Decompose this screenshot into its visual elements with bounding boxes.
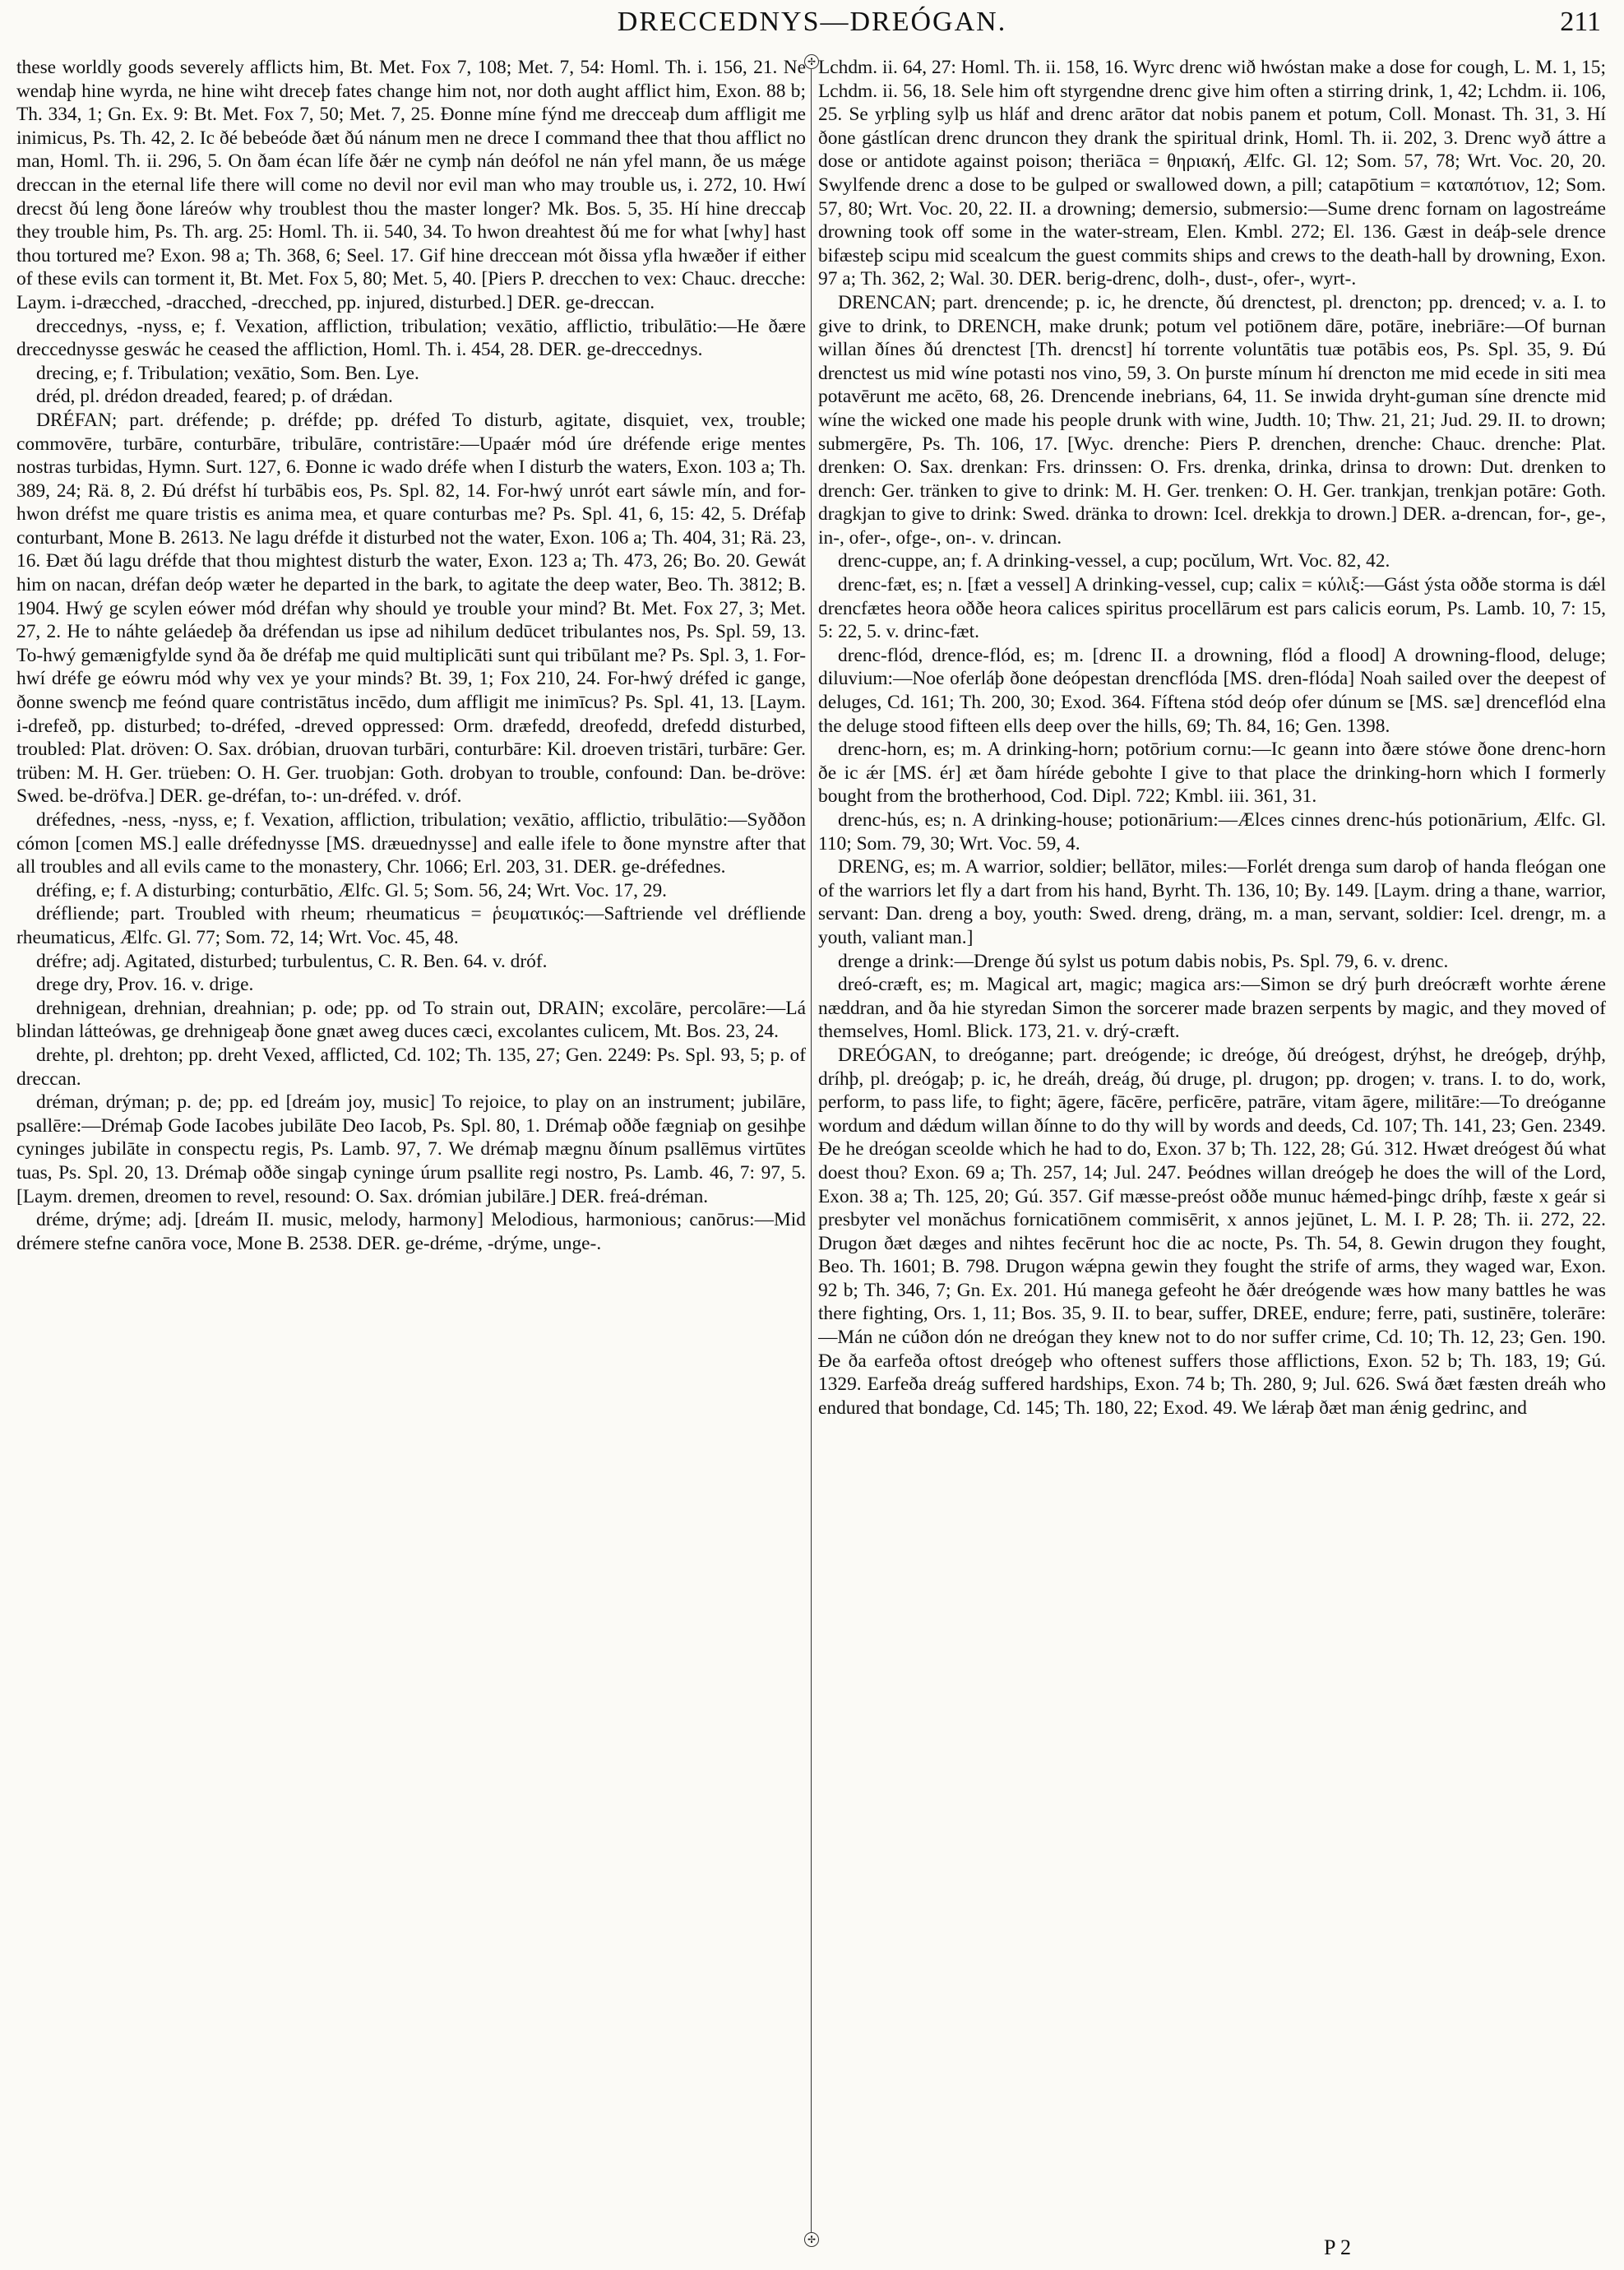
divider-ornament-top: ✢	[804, 54, 819, 69]
entry-right-2: drenc-cuppe, an; f. A drinking-vessel, a cup; pocŭlum, Wrt. Voc. 82, 42.	[838, 550, 1390, 572]
page-number: 211	[1560, 7, 1601, 37]
page-title: DRECCEDNYS—DREÓGAN.	[617, 7, 1007, 37]
entry-left-8: dréfre; adj. Agitated, disturbed; turbulentus, C. R. Ben. 64. v. dróf.	[36, 950, 548, 972]
entry-left-3: dréd, pl. drédon dreaded, feared; p. of drǽdan.	[36, 386, 393, 408]
entry-right-4: drenc-flód, drence-flód, es; m. [drenc II. a drowning, flód a flood] A drowning-flood, deluge; diluvium:—Noe oferláþ ðone deópestan drencflóda [MS. dren-flóda] Noah sailed over the deepest of deluges, Cd. 161; Th. 200, 30; Exod. 364. Fíftena stód deóp ofer dúnum se [MS. sæ] drenceflód elna the deluge stood fifteen ells deep over the hills, 69; Th. 84, 16; Gen. 1398.	[818, 644, 1606, 737]
entry-left-9: drege dry, Prov. 16. v. drige.	[36, 974, 254, 996]
entry-left-6: dréfing, e; f. A disturbing; conturbātio, Ælfc. Gl. 5; Som. 56, 24; Wrt. Voc. 17, 29.	[36, 879, 667, 901]
entry-right-7: DRENG, es; m. A warrior, soldier; bellātor, miles:—Forlét drenga sum daroþ of handa fleógan one of the warriors let fly a dart from his hand, Byrht. Th. 136, 10; By. 149. [Laym. dring a thane, warrior, servant: Dan. dreng a boy, youth: Swed. dreng, dräng, m. a man, servant, soldier: Icel. drengr, m. a youth, valiant man.]	[818, 856, 1606, 948]
entry-right-10: DREÓGAN, to dreóganne; part. dreógende; ic dreóge, ðú dreógest, drýhst, he dreógeþ, drýhþ, dríhþ, pl. dreógaþ; p. ic, he dreáh, dreág, ðú druge, pl. drugon; pp. drogen; v. trans. I. to do, work, perform, to pass life, to fight; āgere, fācēre, perficēre, patrāre, vitam āgere, militāre:—To dreóganne wordum and dǽdum willan ðínne to do thy will by words and deeds, Cd. 107; Th. 141, 23; Gen. 2349. Ðe he dreógan sceolde which he had to do, Exon. 37 b; Th. 122, 28; Gú. 312. Hwæt dreógest ðú what doest thou? Exon. 69 a; Th. 257, 14; Jul. 247. Þeódnes willan dreógeþ he does the will of the Lord, Exon. 38 a; Th. 125, 20; Gú. 357. Gif mæsse-preóst oððe munuc hǽmed-þingc dríhþ, fæste x geár si presbyter vel monăchus fornicatiōnem commisērit, x annos jejūnet, L. M. I. P. 28; Th. ii. 272, 22. Drugon ðæt dæges and nihtes fecērunt hoc die ac nocte, Ps. Th. 54, 8. Gewin drugon they fought, Beo. Th. 1601; B. 798. Drugon wǽpna gewin they fought the strife of arms, they waged war, Exon. 92 b; Th. 346, 7; Gn. Ex. 201. Hú manega gefeoht he ðǽr dreógende wæs how many battles he was there fighting, Ors. 1, 11; Bos. 35, 9. II. to bear, suffer, DREE, endure; ferre, pati, sustinēre, tolerāre:—Mán ne cúðon dón ne dreógan they knew not to do nor suffer crime, Cd. 10; Th. 12, 23; Gen. 190. Ðe ða earfeða oftost dreógeþ who oftenest suffers those afflictions, Exon. 52 b; Th. 183, 19; Gú. 1329. Earfeða dreág suffered hardships, Exon. 74 b; Th. 280, 9; Jul. 626. Swá ðæt fæsten dreáh who endured that bondage, Cd. 145; Th. 180, 22; Exod. 49. We lǽraþ ðæt man ǽnig gedrinc, and	[818, 1044, 1606, 1419]
entry-left-4: DRÉFAN; part. dréfende; p. dréfde; pp. dréfed To disturb, agitate, disquiet, vex, trouble; commovēre, turbāre, conturbāre, tribulāre, contristāre:—Upaǽr mód úre dréfende erige mentes nostras turbidas, Hymn. Surt. 127, 6. Ðonne ic wado dréfe when I disturb the waters, Exon. 103 a; Th. 389, 24; Rä. 8, 2. Ðú dréfst hí turbābis eos, Ps. Spl. 82, 14. For-hwý unrót eart sáwle mín, and for-hwon dréfst me quare tristis es anima mea, et quare conturbas me? Ps. Spl. 41, 6, 15: 42, 5. Dréfaþ conturbant, Mone B. 2613. Ne lagu dréfde it disturbed not the water, Exon. 106 a; Th. 404, 31; Rä. 23, 16. Ðæt ðú lagu dréfde that thou mightest disturb the water, Exon. 123 a; Th. 473, 26; Bo. 20. Gewát him on nacan, dréfan deóp wæter he departed in the bark, to agitate the deep water, Beo. Th. 3812; B. 1904. Hwý ge scylen eówer mód dréfan why should ye trouble your mind? Bt. Met. Fox 27, 3; Met. 27, 2. He to náhte geláedeþ ða dréfendan us ipse ad nihilum dedūcet tribulantes nos, Ps. Spl. 59, 13. To-hwý gemænigfylde synd ða ðe dréfaþ me quid multiplicāti sunt qui tribūlant me? Ps. Spl. 3, 1. For-hwí dréfe ge eówru mód why vex ye your minds? Bt. 39, 1; Fox 210, 24. For-hwý dréfed ic gange, ðonne swencþ me feónd quare contristātus incēdo, dum affligit me inimīcus? Ps. Spl. 41, 13. [Laym. i-drefeð, pp. disturbed; to-dréfed, -dreved oppressed: Orm. dræfedd, dreofedd, drefedd disturbed, troubled: Plat. dröven: O. Sax. dróbian, druovan turbāri, conturbāre: Kil. droeven tristāri, turbāre: Ger. trüben: M. H. Ger. trüeben: O. H. Ger. truobjan: Goth. drobyan to trouble, confound: Dan. be-dröve: Swed. be-dröfva.] DER. ge-dréfan, to-: un-dréfed. v. dróf.	[16, 409, 806, 808]
entry-left-11: drehte, pl. drehton; pp. dreht Vexed, afflicted, Cd. 102; Th. 135, 27; Gen. 2249: Ps. Spl. 93, 5; p. of dreccan.	[16, 1044, 806, 1090]
entry-left-0: these worldly goods severely afflicts him, Bt. Met. Fox 7, 108; Met. 7, 54: Homl. Th. i. 156, 21. Ne wendaþ hine wyrda, ne hine wiht dreceþ fates change him not, nor doth aught afflict him, Exon. 88 b; Th. 334, 1; Gn. Ex. 9: Bt. Met. Fox 7, 50; Met. 7, 25. Ðonne míne fýnd me drecceaþ dum affligit me inimicus, Ps. Th. 42, 2. Ic ðé bebeóde ðæt ðú nánum men ne drece I command thee that thou afflict no man, Homl. Th. ii. 296, 5. On ðam écan lífe ðǽr ne cymþ nán deófol ne nán yfel mann, ðe us mǽge dreccan in the eternal life there will come no devil nor evil man who may trouble us, i. 272, 10. Hwí drecst ðú leng ðone láreów why troublest thou the master longer? Mk. Bos. 5, 35. Hí hine dreccaþ they trouble him, Ps. Th. arg. 25: Homl. Th. ii. 540, 34. To hwon dreahtest ðú me for what [why] hast thou tortured me? Exon. 98 a; Th. 368, 6; Seel. 17. Gif hine dreccean mót ðissa yfla hwæðer if either of these evils can torment it, Bt. Met. Fox 5, 80; Met. 5, 40. [Piers P. drecchen to vex: Chauc. drecche: Laym. i-dræcched, -dracched, -drecched, pp. injured, disturbed.] DER. ge-dreccan.	[16, 57, 806, 313]
entry-right-6: drenc-hús, es; n. A drinking-house; potionārium:—Ælces cinnes drenc-hús potionārium, Ælfc. Gl. 110; Som. 79, 30; Wrt. Voc. 59, 4.	[818, 809, 1606, 855]
entry-left-13: dréme, drýme; adj. [dreám II. music, melody, harmony] Melodious, harmonious; canōrus:—Mid drémere stefne canōra voce, Mone B. 2538. DER. ge-dréme, -drýme, unge-.	[16, 1209, 806, 1254]
entry-left-2: drecing, e; f. Tribulation; vexātio, Som. Ben. Lye.	[36, 362, 419, 384]
left-column	[16, 56, 806, 2235]
entry-right-0: Lchdm. ii. 64, 27: Homl. Th. ii. 158, 16. Wyrc drenc wið hwóstan make a dose for cough, L. M. 1, 15; Lchdm. ii. 56, 18. Sele him oft styrgendne drenc give him often a stirring drink, 1, 42; Lchdm. ii. 106, 25. Se yrþling sylþ us hláf and drenc arātor dat nobis panem et potum, Coll. Monast. Th. 31, 3. Hí ðone gástlícan drenc druncon they drank the spiritual drink, Homl. Th. ii. 202, 3. Drenc wyð áttre a dose or antidote against poison; theriāca = θηριακή, Ælfc. Gl. 12; Som. 57, 78; Wrt. Voc. 20, 20. Swylfende drenc a dose to be gulped or swallowed down, a pill; catapōtium = καταπότιον, 12; Som. 57, 80; Wrt. Voc. 20, 22. II. a drowning; demersio, submersio:—Sume drenc fornam on lagostreáme drowning took off some in the water-stream, Elen. Kmbl. 272; El. 136. Gæst in deáþ-sele drence bifæsteþ scipu mid scealcum the guest commits ships and crews to the death-hall by drowning, Exon. 97 a; Th. 362, 2; Wal. 30. DER. berig-drenc, dolh-, dust-, ofer-, wyrt-.	[818, 57, 1606, 290]
entry-left-5: dréfednes, -ness, -nyss, e; f. Vexation, affliction, tribulation; vexātio, afflictio, tribulātio:—Syððon cómon [comen MS.] ealle dréfednysse [MS. dræuednysse] and ealle ifele to ðone mynstre after that all troubles and all evils came to the monastery, Chr. 1066; Erl. 203, 31. DER. ge-dréfednes.	[16, 809, 806, 878]
column-divider	[811, 63, 812, 2232]
entry-left-7: dréfliende; part. Troubled with rheum; rheumaticus = ῥευματικός:—Saftriende vel dréfliende rheumaticus, Ælfc. Gl. 77; Som. 72, 14; Wrt. Voc. 45, 48.	[16, 903, 806, 948]
divider-ornament-bottom: ✢	[804, 2232, 819, 2247]
entry-left-12: dréman, drýman; p. de; pp. ed [dreám joy, music] To rejoice, to play on an instrument; jubilāre, psallēre:—Drémaþ Gode Iacobes jubilāte Deo Iacob, Ps. Spl. 80, 1. Drémaþ oððe fægniaþ on gesihþe cyninges jubilāte in conspectu regis, Ps. Lamb. 97, 7. We drémaþ mægnu ðínum psallēmus virtūtes tuas, Ps. Spl. 20, 13. Drémaþ oððe singaþ cyninge úrum psallite regi nostro, Ps. Lamb. 46, 7: 97, 5. [Laym. dremen, dreomen to revel, resound: O. Sax. drómian jubilāre.] DER. freá-dréman.	[16, 1091, 806, 1207]
entry-left-10: drehnigean, drehnian, dreahnian; p. ode; pp. od To strain out, DRAIN; excolāre, percolāre:—Lá blindan látteówas, ge drehnigeaþ ðone gnæt aweg duces cæci, excolantes culicem, Mt. Bos. 23, 24.	[16, 997, 806, 1043]
entry-left-1: dreccednys, -nyss, e; f. Vexation, affliction, tribulation; vexātio, afflictio, tribulātio:—He ðære dreccednysse geswác he ceased the affliction, Homl. Th. i. 454, 28. DER. ge-dreccednys.	[16, 315, 806, 361]
entry-right-5: drenc-horn, es; m. A drinking-horn; potōrium cornu:—Ic geann into ðære stówe ðone drenc-horn ðe ic ǽr [MS. ér] æt ðam híréde gebohte I give to that place the drinking-horn which I formerly bought from the brotherhood, Cod. Dipl. 722; Kmbl. iii. 361, 31.	[818, 739, 1606, 808]
entry-right-8: drenge a drink:—Drenge ðú sylst us potum dabis nobis, Ps. Spl. 79, 6. v. drenc.	[838, 950, 1449, 972]
entry-right-1: DRENCAN; part. drencende; p. ic, he drencte, ðú drenctest, pl. drencton; pp. drenced; v. a. I. to give to drink, to DRENCH, make drunk; potum vel potiōnem dāre, potāre, inebriāre:—Of burnan willan ðínes ðú drenctest [Th. drencst] hí torrente voluntātis tuæ potābis eos, Ps. Spl. 35, 9. Ðú drenctest us mid wíne potasti nos vino, 59, 3. On þurste mínum hí drencton me mid ecede in siti mea potavērunt me acēto, 68, 26. Drencende inebrians, 64, 11. Se inwida dryht-guman síne drencte mid wíne the wicked one made his people drunk with wine, Judth. 10; Thw. 21, 21; Jud. 29. II. to drown; submergēre, Ps. Th. 106, 17. [Wyc. drenche: Piers P. drenchen, drenche: Chauc. drenche: Plat. drenken: O. Sax. drenkan: Frs. drinssen: O. Frs. drenka, drinka, drinsa to drown: Dut. drenken to drench: Ger. tränken to give to drink: M. H. Ger. trenken: O. H. Ger. trankjan, trenkjan potāre: Goth. dragkjan to give to drink: Swed. dränka to drown: Icel. drekkja to drown.] DER. a-drencan, for-, ge-, in-, ofer-, ofge-, on-. v. drincan.	[818, 291, 1606, 549]
right-column	[818, 56, 1606, 2235]
entry-right-9: dreó-cræft, es; m. Magical art, magic; magica ars:—Simon se drý þurh dreócræft worhte ǽrene næddran, and ða hie styredan Simon the sorcerer made brazen serpents by magic, and they moved of themselves, Homl. Blick. 173, 21. v. drý-cræft.	[818, 974, 1606, 1043]
running-header	[0, 7, 1624, 39]
signature-mark: P 2	[1324, 2235, 1351, 2259]
entry-right-3: drenc-fæt, es; n. [fæt a vessel] A drinking-vessel, cup; calix = κύλιξ:—Gást ýsta oððe storma is dǽl drencfætes heora oððe heora calices spiritus procellārum est pars calicis eorum, Ps. Lamb. 10, 7: 15, 5: 22, 5. v. drinc-fæt.	[818, 574, 1606, 643]
